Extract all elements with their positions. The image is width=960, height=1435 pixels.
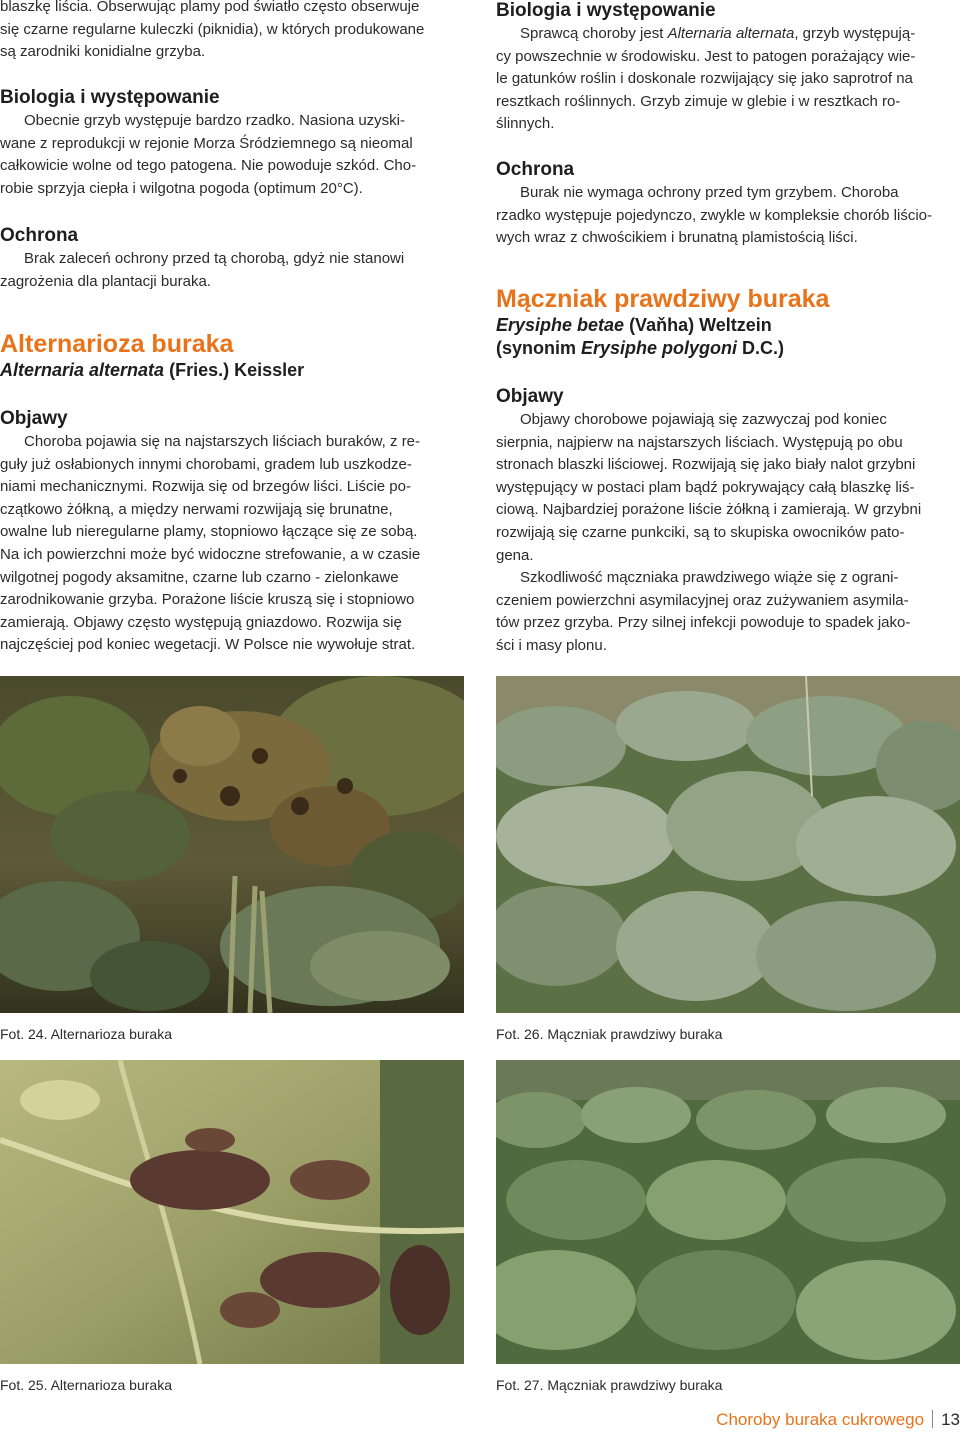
page-footer [716,1409,960,1431]
protection-section: Ochrona Burak nie wymaga ochrony przed tym grzybem. Choroba rzadko występuje pojedynczo, zwykle w kompleksie chorób liścio- wych wraz z chwościkiem i brunatną plamistością liści. [496,158,960,250]
disease-title: Mączniak prawdziwy buraka [496,285,830,313]
photo-alternaria-leaf-image [0,1060,464,1364]
photo-caption: Fot. 27. Mączniak prawdziwy buraka [496,1377,723,1393]
disease-title: Alternarioza buraka [0,330,234,358]
protection-section: Ochrona Brak zaleceń ochrony przed tą chorobą, gdyż nie stanowi zagrożenia dla plantacji buraka. [0,224,464,293]
photo-powdery-mildew-plants [496,676,960,1013]
photo-powdery-mildew-field-image [496,1060,960,1364]
symptoms-section: Objawy Objawy chorobowe pojawiają się zazwyczaj pod koniec sierpnia, najpierw na najstarszych liściach. Występują po obu stronach blaszki liściowej. Rozwijają się jako biały nalot grzybni występujący w postaci plam bądź pokrywający całą blaszkę liś- ciową. Najbardziej porażone liście żółkną i zamierają. W grzybni rozwijają się czarne punkciki, są to skupiska owocników pato- gena. Szkodliwość mączniaka prawdziwego wiąże się z ograni- czeniem powierzchni asymilacyjnej oraz zużywaniem asymila- tów przez grzyba. Przy silnej infekcji powoduje to spadek jako- ści i masy plonu. [496,385,960,658]
footer-title: Choroby buraka cukrowego [716,1410,925,1429]
disease-synonym: (synonim Erysiphe polygoni D.C.) [496,338,785,358]
photo-powdery-mildew-plants-image [496,676,960,1013]
photo-alternaria-leaf [0,1060,464,1364]
section-heading: Ochrona [0,225,79,246]
photo-powdery-mildew-field [496,1060,960,1364]
intro-paragraph: blaszkę liścia. Obserwując plamy pod światło często obserwuje się czarne regularne kuleczki (piknidia), w których produkowane są zarodniki konidialne grzyba. [0,0,425,61]
disease-header [496,284,960,360]
section-heading: Biologia i występowanie [0,87,220,108]
biology-section: Biologia i występowanie Obecnie grzyb występuje bardzo rzadko. Nasiona uzyski- wane z reprodukcji w rejonie Morza Śródziemnego są nieomal całkowicie wolne od tego patogena. Nie powoduje szkód. Cho- robie sprzyja ciepła i wilgotna pogoda (optimum 20°C). [0,86,464,200]
footer-separator [932,1410,933,1428]
section-heading: Objawy [0,408,68,429]
photo-alternaria-plant-image [0,676,464,1013]
section-heading: Objawy [496,386,564,407]
disease-latin-name: Erysiphe betae (Vaňha) Weltzein [496,315,772,335]
page-number: 13 [941,1410,960,1429]
disease-header [0,329,464,382]
photo-caption: Fot. 25. Alternarioza buraka [0,1377,172,1393]
photo-caption: Fot. 26. Mączniak prawdziwy buraka [496,1026,723,1042]
symptoms-section: Objawy Choroba pojawia się na najstarszych liściach buraków, z re- guły już osłabionych innymi chorobami, gradem lub uszkodze- niami mechanicznymi. Rozwija się od brzegów liści. Liście po- czątkowo żółkną, a między nerwami rozwijają się brunatne, owalne lub nieregularne plamy, stopniowo łączące się ze sobą. Na ich powierzchni może być widoczne strefowanie, a w czasie wilgotnej pogody aksamitne, czarne lub czarno - zielonkawe zarodnikowanie grzyba. Porażone liście kruszą się i stopniowo zamierają. Objawy często występują gniazdowo. Rozwija się najczęściej pod koniec wegetacji. W Polsce nie wywołuje strat. [0,407,464,657]
photo-caption: Fot. 24. Alternarioza buraka [0,1026,172,1042]
disease-latin-name: Alternaria alternata (Fries.) Keissler [0,360,305,380]
section-heading: Ochrona [496,159,575,180]
section-heading: Biologia i występowanie [496,0,716,21]
photo-alternaria-plant [0,676,464,1013]
biology-section: Biologia i występowanie Sprawcą choroby jest Alternaria alternata, grzyb występują- cy powszechnie w środowisku. Jest to patogen porażający wie- le gatunków roślin i doskonale rozwijający się jako saprotrof na resztkach roślinnych. Grzyb zimuje w glebie i w resztkach ro- ślinnych. [496,0,960,136]
